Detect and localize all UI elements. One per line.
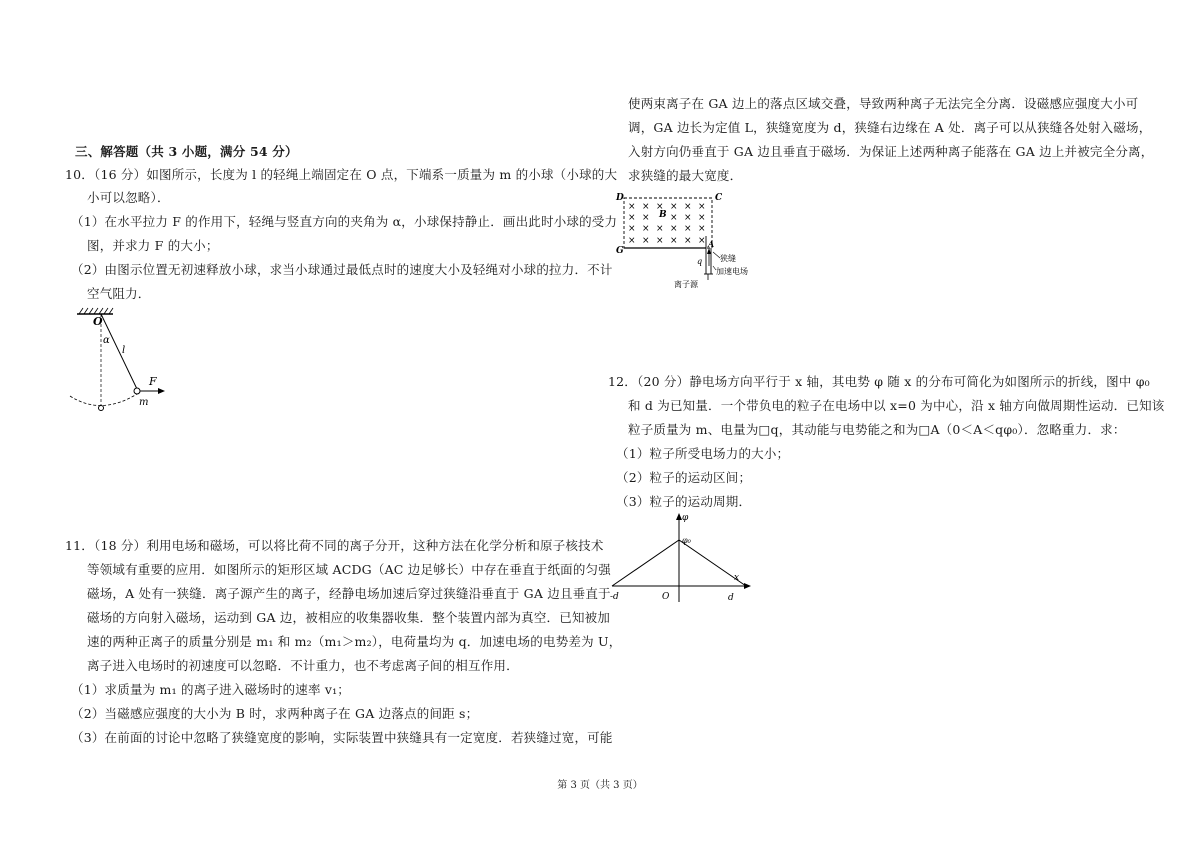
q12-line-1: 12．（20 分）静电场方向平行于 x 轴，其电势 φ 随 x 的分布可简化为如图所示的折线，图中 φ₀ bbox=[608, 374, 1150, 389]
label-q: q bbox=[697, 257, 703, 266]
label-phi: φ bbox=[682, 513, 689, 523]
q11-line-9: （3）在前面的讨论中忽略了狭缝宽度的影响，实际装置中狭缝具有一定宽度．若狭缝过宽，可能 bbox=[71, 730, 613, 745]
svg-text:×: × bbox=[656, 236, 664, 246]
svg-text:×: × bbox=[670, 213, 678, 223]
label-alpha: α bbox=[103, 335, 110, 346]
label-origin: O bbox=[662, 592, 670, 602]
label-G: G bbox=[616, 246, 624, 256]
q12-line-4: （1）粒子所受电场力的大小； bbox=[616, 446, 790, 461]
svg-text:×: × bbox=[684, 202, 692, 212]
q11-line-2: 等领域有重要的应用．如图所示的矩形区域 ACDG（AC 边足够长）中存在垂直于纸面的匀强 bbox=[87, 562, 611, 577]
q12-line-6: （3）粒子的运动周期． bbox=[616, 494, 752, 509]
svg-text:×: × bbox=[670, 236, 678, 246]
svg-text:×: × bbox=[642, 236, 650, 246]
section-heading: 三、解答题（共 3 小题，满分 54 分） bbox=[75, 144, 298, 159]
q11-cont-line-1: 使两束离子在 GA 边上的落点区域交叠，导致两种离子无法完全分离．设磁感应强度大小可 bbox=[628, 96, 1139, 111]
svg-text:×: × bbox=[628, 202, 636, 212]
pendulum-figure bbox=[65, 308, 195, 418]
potential-figure bbox=[608, 510, 768, 610]
q10-line-2: 小可以忽略）． bbox=[87, 190, 170, 205]
label-l: l bbox=[122, 345, 126, 356]
svg-text:×: × bbox=[656, 202, 664, 212]
q10-line-4: 图，并求力 F 的大小； bbox=[87, 238, 219, 253]
q11-cont-line-2: 调，GA 边长为定值 L，狭缝宽度为 d，狭缝右边缘在 A 处．离子可以从狭缝各处射入磁场， bbox=[628, 120, 1152, 135]
svg-text:×: × bbox=[684, 236, 692, 246]
svg-text:×: × bbox=[698, 202, 706, 212]
svg-text:×: × bbox=[670, 202, 678, 212]
q11-line-1: 11．（18 分）利用电场和磁场，可以将比荷不同的离子分开，这种方法在化学分析和原子核技术 bbox=[65, 538, 604, 553]
svg-text:×: × bbox=[670, 224, 678, 234]
q11-line-4: 磁场的方向射入磁场，运动到 GA 边，被相应的收集器收集．整个装置内部为真空．已知被加 bbox=[87, 610, 611, 625]
label-ion-source: 离子源 bbox=[674, 280, 698, 289]
q11-line-5: 速的两种正离子的质量分别是 m₁ 和 m₂（m₁＞m₂），电荷量均为 q．加速电场的电势差为 U， bbox=[87, 634, 622, 649]
q10-line-1: 10．（16 分）如图所示，长度为 l 的轻绳上端固定在 O 点，下端系一质量为 m 的小球（小球的大 bbox=[65, 167, 618, 182]
svg-text:×: × bbox=[684, 213, 692, 223]
q11-line-6: 离子进入电场时的初速度可以忽略．不计重力，也不考虑离子间的相互作用． bbox=[87, 658, 519, 673]
q11-cont-line-4: 求狭缝的最大宽度． bbox=[628, 168, 743, 183]
label-F: F bbox=[149, 375, 157, 388]
q12-line-3: 粒子质量为 m、电量为□q，其动能与电势能之和为□A（0＜A＜qφ₀）．忽略重力．求： bbox=[628, 422, 1126, 437]
label-slit: 狭缝 bbox=[720, 254, 736, 263]
svg-text:×: × bbox=[698, 213, 706, 223]
svg-text:×: × bbox=[698, 224, 706, 234]
label-m: m bbox=[139, 397, 149, 408]
svg-text:×: × bbox=[684, 224, 692, 234]
label-phi0: φ₀ bbox=[682, 536, 691, 545]
mass-separator-figure bbox=[612, 190, 782, 295]
q11-line-8: （2）当磁感应强度的大小为 B 时，求两种离子在 GA 边落点的间距 s； bbox=[71, 706, 479, 721]
svg-text:×: × bbox=[628, 213, 636, 223]
q10-line-3: （1）在水平拉力 F 的作用下，轻绳与竖直方向的夹角为 α，小球保持静止．画出此时小球的受力 bbox=[71, 214, 618, 229]
label-B: B bbox=[659, 210, 667, 220]
q12-line-2: 和 d 为已知量．一个带负电的粒子在电场中以 x=0 为中心，沿 x 轴方向做周期性运动．已知该 bbox=[628, 398, 1165, 413]
label-acceleration-field: 加速电场 bbox=[716, 267, 748, 276]
svg-text:×: × bbox=[698, 236, 706, 246]
q12-line-5: （2）粒子的运动区间； bbox=[616, 470, 752, 485]
svg-text:×: × bbox=[642, 202, 650, 212]
q11-line-3: 磁场，A 处有一狭缝．离子源产生的离子，经静电场加速后穿过狭缝沿垂直于 GA 边且垂直于 bbox=[87, 586, 611, 601]
q10-line-6: 空气阻力． bbox=[87, 286, 151, 301]
label-C: C bbox=[715, 193, 723, 203]
svg-text:×: × bbox=[642, 213, 650, 223]
svg-text:×: × bbox=[642, 224, 650, 234]
label-d: d bbox=[728, 593, 734, 603]
q11-cont-line-3: 入射方向仍垂直于 GA 边且垂直于磁场．为保证上述两种离子能落在 GA 边上并被完全分离， bbox=[628, 144, 1154, 159]
svg-text:×: × bbox=[656, 224, 664, 234]
q10-line-5: （2）由图示位置无初速释放小球，求当小球通过最低点时的速度大小及轻绳对小球的拉力．不计 bbox=[71, 262, 613, 277]
label-D: D bbox=[616, 193, 624, 203]
label-x: x bbox=[734, 573, 740, 583]
svg-text:×: × bbox=[628, 224, 636, 234]
label-A: A bbox=[708, 239, 715, 249]
label-negative-d: -d bbox=[610, 592, 619, 602]
q11-line-7: （1）求质量为 m₁ 的离子进入磁场时的速率 v₁； bbox=[71, 682, 351, 697]
label-O: O bbox=[93, 315, 103, 328]
magnetic-field-crosses bbox=[628, 202, 706, 246]
svg-text:×: × bbox=[628, 236, 636, 246]
page-footer: 第 3 页（共 3 页） bbox=[557, 780, 643, 791]
